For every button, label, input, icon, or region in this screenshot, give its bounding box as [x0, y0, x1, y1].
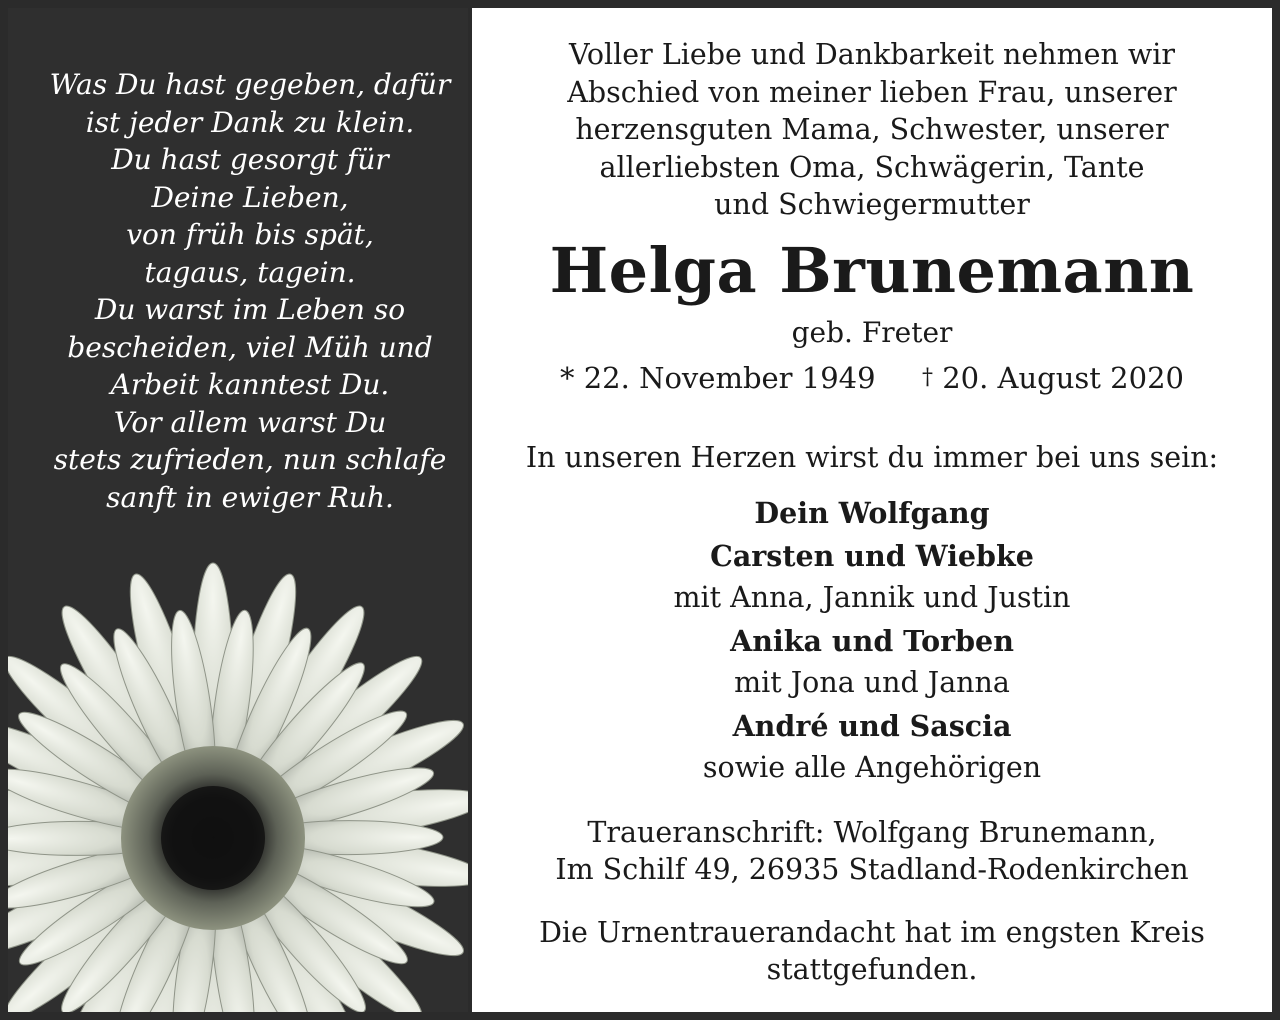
mourners-lead: In unseren Herzen wirst du immer bei uns sein:: [525, 441, 1219, 474]
birth-symbol: *: [560, 361, 575, 395]
mourner-line: mit Jona und Janna: [734, 666, 1010, 699]
intro-line: Voller Liebe und Dankbarkeit nehmen wir: [568, 38, 1176, 71]
poem-line: sanft in ewiger Ruh.: [106, 480, 394, 514]
mourners-list: [472, 492, 1272, 790]
ceremony-note: [472, 914, 1272, 988]
birth-date: 22. November 1949: [583, 361, 876, 395]
poem-line: Arbeit kanntest Du.: [110, 368, 390, 401]
poem-line: Was Du hast gegeben, dafür: [49, 68, 451, 101]
left-panel: [8, 8, 468, 1012]
poem-line: bescheiden, viel Müh und: [67, 330, 433, 364]
mourner-line: Anika und Torben: [730, 623, 1014, 658]
note-line: stattgefunden.: [766, 953, 978, 986]
poem-line: Deine Lieben,: [151, 180, 349, 214]
deceased-name: Helga Brunemann: [549, 234, 1195, 307]
intro-line: Abschied von meiner lieben Frau, unserer: [567, 75, 1177, 109]
address-line: Traueranschrift: Wolfgang Brunemann,: [587, 816, 1157, 849]
mourner-line: sowie alle Angehörigen: [702, 751, 1042, 784]
intro-line: herzensguten Mama, Schwester, unserer: [575, 113, 1169, 146]
life-dates: [472, 360, 1272, 396]
gerbera-flower-icon: [8, 548, 468, 1012]
intro-line: allerliebsten Oma, Schwägerin, Tante: [599, 150, 1145, 184]
poem-line: ist jeder Dank zu klein.: [85, 105, 415, 139]
death-date: 20. August 2020: [942, 361, 1184, 395]
mourner-line: Carsten und Wiebke: [710, 538, 1034, 573]
poem-line: Vor allem warst Du: [113, 405, 387, 439]
mourning-address: [472, 814, 1272, 888]
intro-text: [472, 36, 1272, 224]
poem-line: tagaus, tagein.: [144, 255, 356, 289]
mourner-line: André und Sascia: [732, 708, 1012, 743]
birth-name: geb. Freter: [791, 316, 953, 349]
note-line: Die Urnentrauerandacht hat im engsten Kreis: [539, 916, 1205, 949]
address-line: Im Schilf 49, 26935 Stadland-Rodenkirchen: [555, 853, 1189, 886]
poem: [8, 66, 468, 516]
notice-panel: [472, 8, 1272, 1012]
mourner-line: mit Anna, Jannik und Justin: [673, 581, 1071, 614]
poem-line: Du warst im Leben so: [94, 293, 406, 326]
poem-line: von früh bis spät,: [126, 218, 374, 251]
poem-line: Du hast gesorgt für: [111, 143, 389, 176]
intro-line: und Schwiegermutter: [714, 188, 1030, 221]
poem-line: stets zufrieden, nun schlafe: [53, 443, 447, 476]
cross-icon: †: [922, 365, 933, 390]
mourner-line: Dein Wolfgang: [754, 496, 990, 530]
